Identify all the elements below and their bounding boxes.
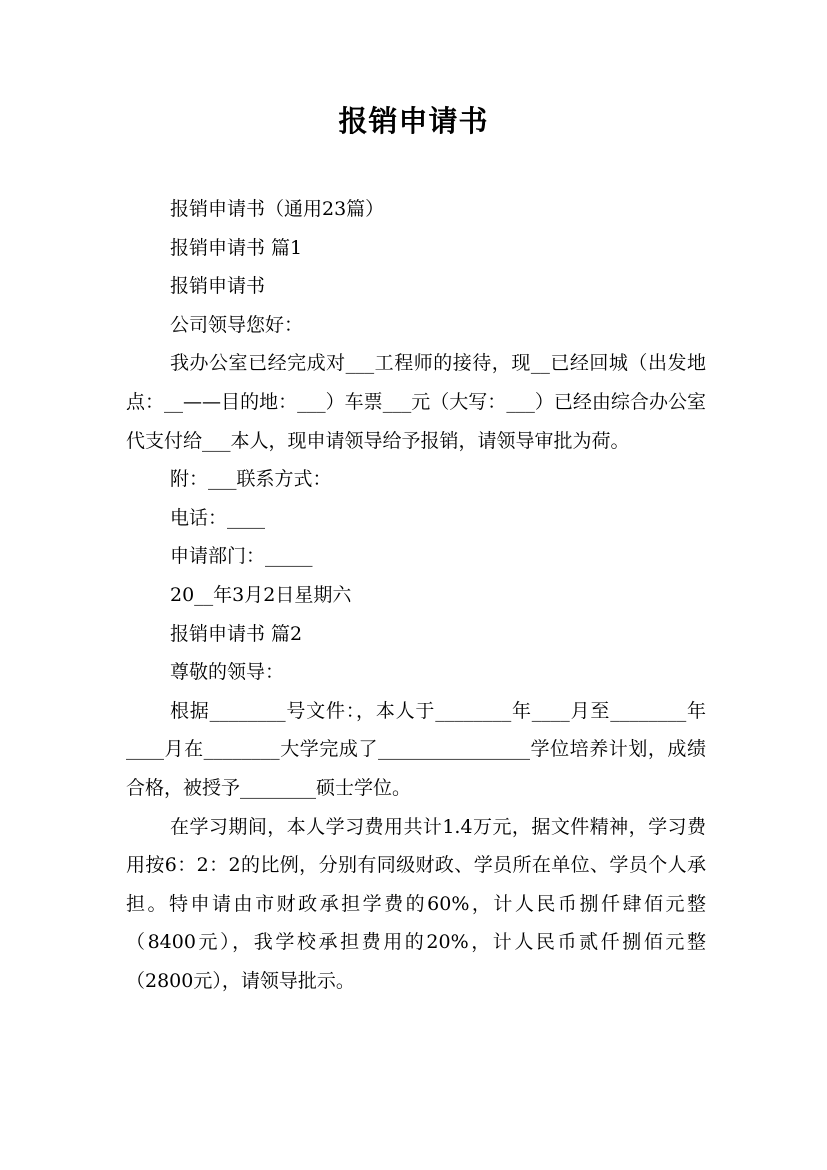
department-line: 申请部门：_____ — [170, 545, 313, 568]
attachment-line: 附：___联系方式： — [170, 468, 332, 491]
body-paragraph: 我办公室已经完成对___工程师的接待，现__已经回城（出发地点：__——目的地：___）车票___元（大写：___）已经由综合办公室代支付给___本人，现申请领导给予报销，请领导审批为荷。 — [126, 352, 706, 452]
letter-title: 报销申请书 — [170, 275, 266, 298]
phone-line: 电话：____ — [170, 506, 266, 529]
salutation: 公司领导您好： — [170, 313, 304, 336]
salutation: 尊敬的领导： — [170, 661, 285, 684]
body-paragraph: 在学习期间，本人学习费用共计1.4万元，据文件精神，学习费用按6：2：2的比例，分别有同级财政、学员所在单位、学员个人承担。特申请由市财政承担学费的60%，计人民币捌仟肆佰元整（8400元），我学校承担费用的20%，计人民币贰仟捌佰元整（2800元），请领导批示。 — [126, 815, 706, 992]
document-body — [126, 190, 706, 1000]
subtitle-line: 报销申请书（通用23篇） — [170, 198, 385, 220]
section-heading: 报销申请书 篇1 — [170, 236, 303, 259]
body-paragraph: 根据________号文件：，本人于________年____月至________年____月在________大学完成了________________学位培养计划，成绩合格，被授予________硕士学位。 — [126, 699, 706, 799]
section-heading: 报销申请书 篇2 — [170, 622, 303, 645]
date-line: 20__年3月2日星期六 — [170, 583, 352, 606]
document-title: 报销申请书 — [338, 104, 489, 138]
